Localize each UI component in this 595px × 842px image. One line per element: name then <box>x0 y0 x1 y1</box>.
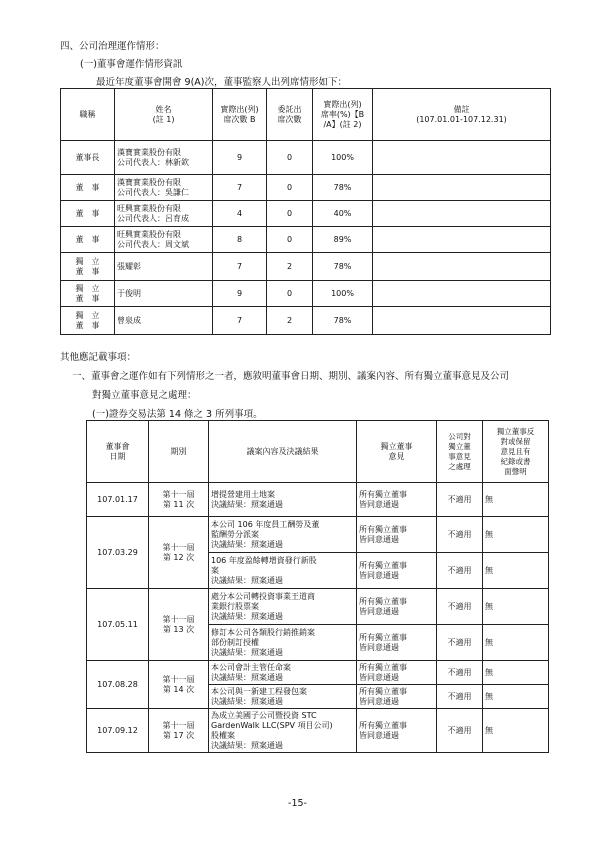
cell-opinion: 所有獨立董事 皆同意通過 <box>357 625 437 661</box>
section-heading: 四、公司治理運作情形： <box>60 41 165 52</box>
cell-attend: 4 <box>213 201 267 227</box>
header-note: 備註 (107.01.01-107.12.31) <box>373 89 551 141</box>
cell-content: 本公司與一新建工程發包案 決議結果：照案通過 <box>209 685 357 709</box>
cell-note <box>373 175 551 201</box>
cell-term: 第十一屆 第 13 次 <box>149 589 209 661</box>
cell-term: 第十一屆 第 12 次 <box>149 517 209 589</box>
table-header-row <box>87 421 549 483</box>
cell-opinion: 所有獨立董事 皆同意通過 <box>357 517 437 553</box>
table-row <box>61 253 551 281</box>
header-opinion: 獨立董事 意見 <box>357 421 437 483</box>
cell-term: 第十一屆 第 11 次 <box>149 483 209 517</box>
cell-attend: 8 <box>213 227 267 253</box>
cell-proxy: 2 <box>267 307 313 335</box>
cell-note <box>373 253 551 281</box>
cell-name: 旺興實業股份有限 公司代表人：呂育成 <box>115 201 213 227</box>
cell-handle: 不適用 <box>437 625 483 661</box>
cell-dissent: 無 <box>483 589 549 625</box>
cell-title: 獨 立 董 事 <box>61 281 115 307</box>
item1-line2: 對獨立董事意見之處理： <box>92 390 197 401</box>
board-attendance-table <box>60 88 551 335</box>
cell-note <box>373 307 551 335</box>
cell-handle: 不適用 <box>437 517 483 553</box>
cell-rate: 100% <box>313 141 373 175</box>
header-dissent: 獨立董事反 對或保留 意見且有 紀錄或書 面聲明 <box>483 421 549 483</box>
cell-rate: 78% <box>313 175 373 201</box>
cell-opinion: 所有獨立董事 皆同意通過 <box>357 709 437 753</box>
header-term: 期別 <box>149 421 209 483</box>
intro-text: 最近年度董事會開會 9(A)次，董事監察人出列席情形如下： <box>96 77 347 88</box>
cell-date: 107.09.12 <box>87 709 149 753</box>
cell-term: 第十一屆 第 17 次 <box>149 709 209 753</box>
cell-name: 于俊明 <box>115 281 213 307</box>
cell-dissent: 無 <box>483 685 549 709</box>
cell-handle: 不適用 <box>437 709 483 753</box>
page-number: -15- <box>288 798 307 809</box>
item1-subheading: (一)證券交易法第 14 條之 3 所列事項。 <box>92 409 263 420</box>
cell-note <box>373 227 551 253</box>
cell-date: 107.01.17 <box>87 483 149 517</box>
cell-note <box>373 201 551 227</box>
table-row <box>87 589 549 625</box>
table-row <box>87 661 549 685</box>
cell-dissent: 無 <box>483 661 549 685</box>
cell-opinion: 所有獨立董事 皆同意通過 <box>357 589 437 625</box>
cell-name: 旺興實業股份有限 公司代表人：周文斌 <box>115 227 213 253</box>
cell-date: 107.03.29 <box>87 517 149 589</box>
cell-handle: 不適用 <box>437 685 483 709</box>
cell-title: 獨 立 董 事 <box>61 307 115 335</box>
cell-proxy: 0 <box>267 175 313 201</box>
table-row <box>87 483 549 517</box>
header-name: 姓名 (註 1) <box>115 89 213 141</box>
cell-dissent: 無 <box>483 709 549 753</box>
cell-name: 漢寶實業股份有限 公司代表人：吳謙仁 <box>115 175 213 201</box>
cell-content: 本公司會計主管任命案 決議結果：照案通過 <box>209 661 357 685</box>
cell-handle: 不適用 <box>437 483 483 517</box>
independent-director-opinion-table <box>86 420 549 753</box>
other-items-heading: 其他應記載事項： <box>60 352 137 363</box>
cell-attend: 7 <box>213 175 267 201</box>
cell-date: 107.05.11 <box>87 589 149 661</box>
cell-opinion: 所有獨立董事 皆同意通過 <box>357 685 437 709</box>
cell-handle: 不適用 <box>437 589 483 625</box>
cell-attend: 7 <box>213 253 267 281</box>
cell-proxy: 0 <box>267 281 313 307</box>
cell-content: 處分本公司轉投資事業王道商 業銀行股票案 決議結果：照案通過 <box>209 589 357 625</box>
cell-name: 曾泉成 <box>115 307 213 335</box>
header-content: 議案內容及決議結果 <box>209 421 357 483</box>
header-proxy: 委託出 席次數 <box>267 89 313 141</box>
cell-rate: 100% <box>313 281 373 307</box>
cell-proxy: 2 <box>267 253 313 281</box>
table-row <box>87 517 549 553</box>
cell-title: 董 事 <box>61 201 115 227</box>
table-row <box>61 281 551 307</box>
cell-proxy: 0 <box>267 201 313 227</box>
cell-dissent: 無 <box>483 625 549 661</box>
header-rate: 實際出(列) 席率(%)【B /A】(註 2) <box>313 89 373 141</box>
cell-content: 106 年度盈餘轉增資發行新股 案 決議結果：照案通過 <box>209 553 357 589</box>
cell-proxy: 0 <box>267 227 313 253</box>
cell-dissent: 無 <box>483 517 549 553</box>
cell-content: 為成立美國子公司暨投資 STC GardenWalk LLC(SPV 項目公司) 股權案 決議結果：照案通過 <box>209 709 357 753</box>
cell-opinion: 所有獨立董事 皆同意通過 <box>357 553 437 589</box>
cell-title: 董事長 <box>61 141 115 175</box>
table-row <box>87 709 549 753</box>
table-row <box>61 141 551 175</box>
table-header-row <box>61 89 551 141</box>
cell-rate: 78% <box>313 307 373 335</box>
subsection-heading: (一)董事會運作情形資訊 <box>80 59 183 70</box>
table-row <box>61 227 551 253</box>
cell-date: 107.08.28 <box>87 661 149 709</box>
table-row <box>61 307 551 335</box>
cell-rate: 40% <box>313 201 373 227</box>
cell-content: 增提營建用土地案 決議結果：照案通過 <box>209 483 357 517</box>
cell-handle: 不適用 <box>437 553 483 589</box>
cell-name: 漢寶實業股份有限 公司代表人：林新欽 <box>115 141 213 175</box>
cell-opinion: 所有獨立董事 皆同意通過 <box>357 483 437 517</box>
cell-dissent: 無 <box>483 553 549 589</box>
header-date: 董事會 日期 <box>87 421 149 483</box>
cell-note <box>373 141 551 175</box>
table-row <box>61 201 551 227</box>
cell-dissent: 無 <box>483 483 549 517</box>
item1-line1: 一、董事會之運作如有下列情形之一者，應敘明董事會日期、期別、議案內容、所有獨立董事意見及公司 <box>72 371 510 382</box>
cell-content: 修訂本公司各類股行銷推銷案 部份制訂授權 決議結果：照案通過 <box>209 625 357 661</box>
cell-title: 董 事 <box>61 227 115 253</box>
cell-note <box>373 281 551 307</box>
header-title: 職稱 <box>61 89 115 141</box>
cell-content: 本公司 106 年度員工酬勞及董 監酬勞分派案 決議結果：照案通過 <box>209 517 357 553</box>
cell-rate: 89% <box>313 227 373 253</box>
table-row <box>61 175 551 201</box>
cell-handle: 不適用 <box>437 661 483 685</box>
cell-attend: 7 <box>213 307 267 335</box>
cell-proxy: 0 <box>267 141 313 175</box>
header-handle: 公司對 獨立董 事意見 之處理 <box>437 421 483 483</box>
cell-rate: 78% <box>313 253 373 281</box>
cell-opinion: 所有獨立董事 皆同意通過 <box>357 661 437 685</box>
cell-term: 第十一屆 第 14 次 <box>149 661 209 709</box>
cell-title: 董 事 <box>61 175 115 201</box>
cell-title: 獨 立 董 事 <box>61 253 115 281</box>
cell-attend: 9 <box>213 141 267 175</box>
cell-attend: 9 <box>213 281 267 307</box>
cell-name: 張耀彰 <box>115 253 213 281</box>
header-attend: 實際出(列) 席次數 B <box>213 89 267 141</box>
